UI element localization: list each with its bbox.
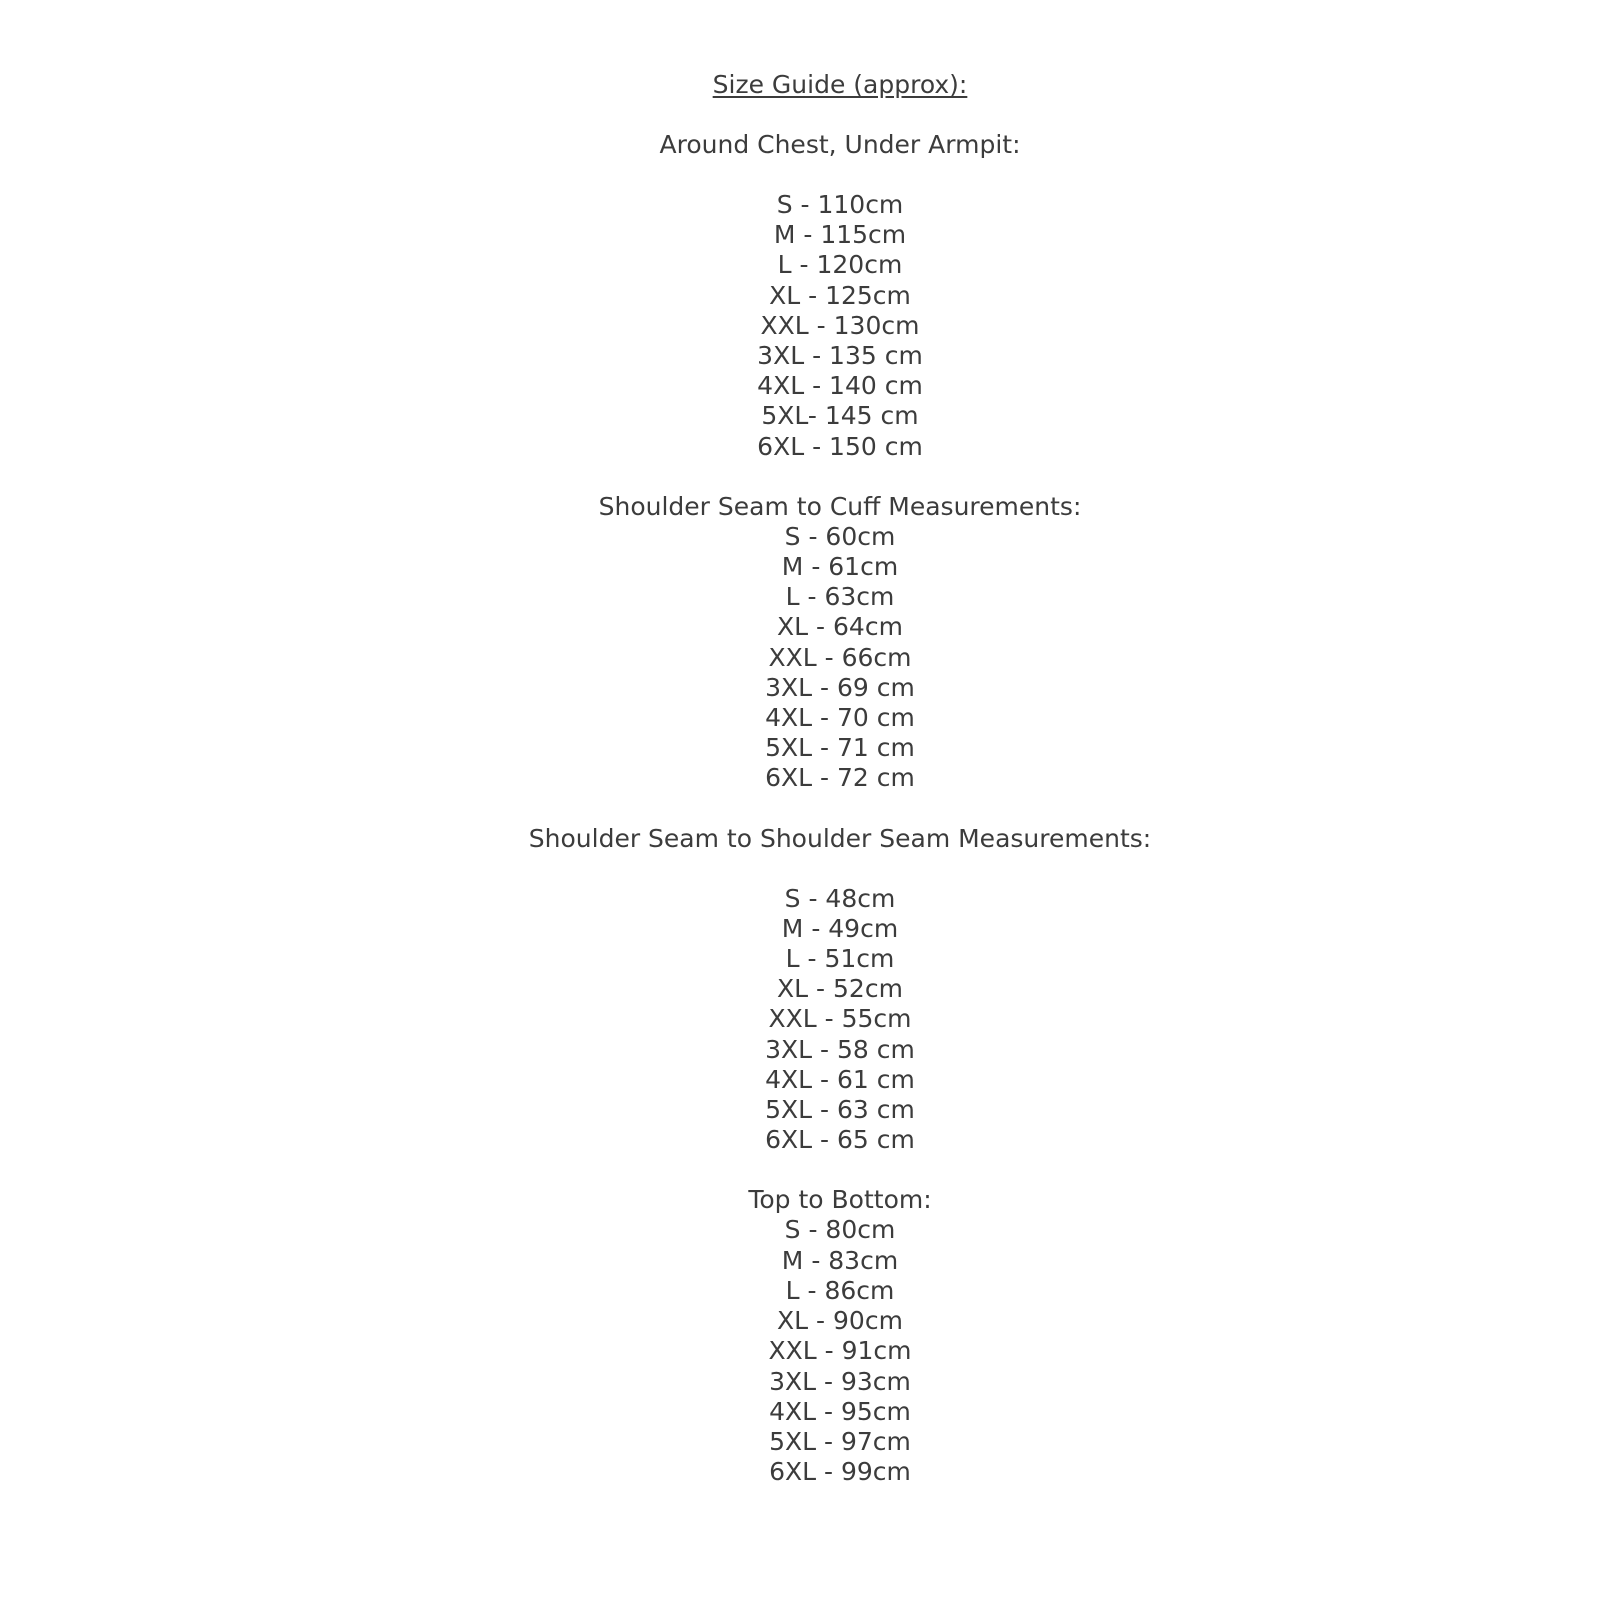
size-row: 5XL - 63 cm bbox=[765, 1095, 915, 1125]
size-row: 3XL - 93cm bbox=[769, 1366, 911, 1396]
size-row: 3XL - 135 cm bbox=[757, 341, 923, 371]
section-heading-shoulders: Shoulder Seam to Shoulder Seam Measurements: bbox=[528, 823, 1152, 853]
size-row: M - 115cm bbox=[773, 220, 907, 250]
size-row: L - 120cm bbox=[777, 250, 903, 280]
size-row: 6XL - 150 cm bbox=[757, 431, 923, 461]
section-heading-length: Top to Bottom: bbox=[748, 1185, 932, 1215]
size-row: S - 48cm bbox=[784, 883, 896, 913]
size-row: XXL - 91cm bbox=[768, 1336, 912, 1366]
size-row: 6XL - 99cm bbox=[769, 1457, 911, 1487]
size-guide-title: Size Guide (approx): bbox=[712, 70, 968, 99]
size-row: M - 83cm bbox=[781, 1245, 899, 1275]
size-row: 4XL - 70 cm bbox=[765, 703, 915, 733]
size-row: XL - 125cm bbox=[769, 280, 911, 310]
size-row: S - 60cm bbox=[784, 521, 896, 551]
size-row: L - 63cm bbox=[785, 582, 895, 612]
sleeve-size-list bbox=[0, 522, 1600, 794]
size-row: XL - 90cm bbox=[777, 1306, 903, 1336]
size-row: S - 80cm bbox=[784, 1215, 896, 1245]
size-guide-document bbox=[0, 70, 1600, 1487]
size-row: S - 110cm bbox=[776, 190, 904, 219]
size-row: L - 86cm bbox=[785, 1275, 895, 1305]
size-row: 3XL - 58 cm bbox=[765, 1034, 915, 1064]
chest-size-list bbox=[0, 190, 1600, 462]
size-row: 4XL - 140 cm bbox=[757, 371, 923, 401]
section-heading-sleeve: Shoulder Seam to Cuff Measurements: bbox=[598, 491, 1082, 521]
size-row: XXL - 55cm bbox=[768, 1004, 912, 1034]
size-row: 5XL - 97cm bbox=[769, 1426, 911, 1456]
size-row: 6XL - 72 cm bbox=[765, 763, 915, 793]
length-size-list bbox=[0, 1215, 1600, 1487]
size-row: L - 51cm bbox=[785, 944, 895, 974]
size-row: XXL - 66cm bbox=[768, 642, 912, 672]
size-row: 3XL - 69 cm bbox=[765, 672, 915, 702]
size-row: XXL - 130cm bbox=[760, 310, 920, 340]
size-row: 4XL - 61 cm bbox=[765, 1064, 915, 1094]
size-row: 5XL- 145 cm bbox=[761, 401, 919, 431]
size-row: 6XL - 65 cm bbox=[765, 1125, 915, 1155]
size-row: 5XL - 71 cm bbox=[765, 733, 915, 763]
section-heading-chest: Around Chest, Under Armpit: bbox=[659, 130, 1021, 159]
size-row: XL - 64cm bbox=[777, 612, 903, 642]
size-row: XL - 52cm bbox=[777, 974, 903, 1004]
size-row: M - 49cm bbox=[781, 913, 899, 943]
size-row: M - 61cm bbox=[781, 552, 899, 582]
size-row: 4XL - 95cm bbox=[769, 1396, 911, 1426]
shoulder-size-list bbox=[0, 884, 1600, 1156]
